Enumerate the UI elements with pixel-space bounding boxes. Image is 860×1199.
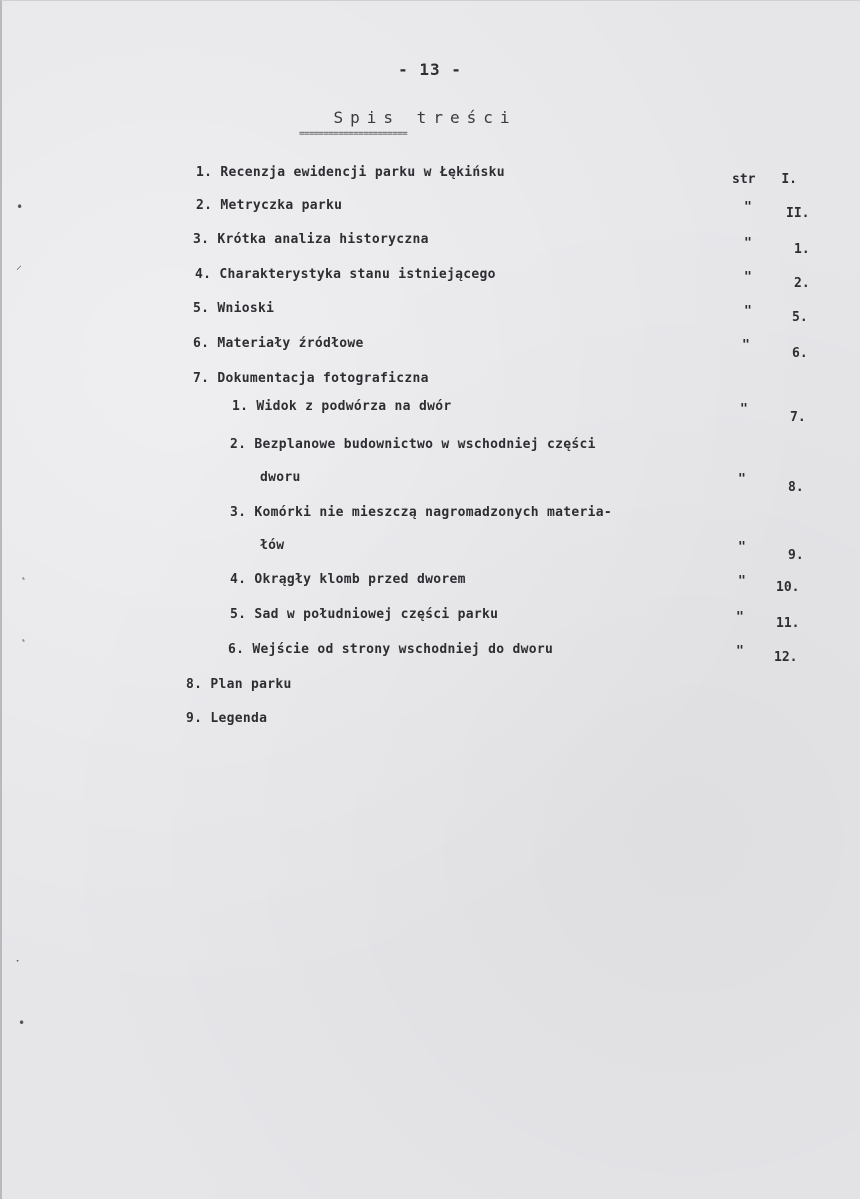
margin-mark: ˛ <box>20 628 28 642</box>
page-ref <box>732 172 797 187</box>
entry-title: Charakterystyka stanu istniejącego <box>219 267 496 282</box>
title-underline: ====================== <box>299 129 408 139</box>
entry-number: 2. <box>230 437 247 452</box>
toc-subentry <box>230 437 596 452</box>
ref-page: 5. <box>792 310 808 325</box>
ditto-mark: " <box>744 200 752 215</box>
toc-subentry <box>230 505 612 520</box>
entry-title: Wnioski <box>217 301 275 316</box>
entry-number: 4. <box>230 572 247 587</box>
ditto-mark: " <box>738 472 746 487</box>
toc-entry <box>196 198 342 213</box>
entry-number: 4. <box>195 267 212 282</box>
entry-title: Krótka analiza historyczna <box>217 232 429 247</box>
ditto-mark: " <box>738 574 746 589</box>
toc-subentry-continuation: dworu <box>260 470 301 485</box>
margin-mark: ˛ <box>20 566 28 580</box>
toc-entry <box>193 301 274 316</box>
entry-number: 7. <box>193 371 210 386</box>
entry-number: 5. <box>193 301 210 316</box>
toc-entry <box>193 371 429 386</box>
entry-number: 8. <box>186 677 203 692</box>
entry-number: 3. <box>193 232 210 247</box>
ditto-mark: " <box>744 304 752 319</box>
toc-subentry <box>230 607 498 622</box>
margin-mark: ⸝ <box>16 258 23 272</box>
entry-title: Legenda <box>210 711 268 726</box>
margin-mark: ˕ <box>14 952 22 966</box>
ref-page: 11. <box>776 616 800 631</box>
entry-number: 1. <box>232 399 249 414</box>
margin-mark: • <box>16 200 24 214</box>
ref-page: 1. <box>794 242 810 257</box>
toc-subentry-continuation: łów <box>260 538 285 553</box>
ditto-mark: " <box>744 236 752 251</box>
toc-entry <box>186 711 267 726</box>
entry-title: Widok z podwórza na dwór <box>256 399 452 414</box>
entry-title: Sad w południowej części parku <box>254 607 499 622</box>
entry-number: 6. <box>228 642 245 657</box>
entry-title: Wejście od strony wschodniej do dworu <box>252 642 554 657</box>
ref-page: I. <box>781 172 797 187</box>
ditto-mark: " <box>738 540 746 555</box>
toc-subentry <box>230 572 466 587</box>
entry-title: Plan parku <box>210 677 292 692</box>
toc-entry <box>195 267 496 282</box>
ditto-mark: " <box>744 270 752 285</box>
ref-page: 9. <box>788 548 804 563</box>
ref-page: II. <box>786 206 810 221</box>
entry-title: Komórki nie mieszczą nagromadzonych materia- <box>254 505 612 520</box>
toc-entry <box>186 677 292 692</box>
page-number: - 13 - <box>398 60 462 79</box>
ref-str: str <box>732 172 756 187</box>
entry-title: Metryczka parku <box>220 198 343 213</box>
page-title: Spis treści <box>333 108 517 127</box>
ref-page: 6. <box>792 346 808 361</box>
margin-mark: • <box>18 1016 26 1030</box>
entry-number: 2. <box>196 198 213 213</box>
entry-number: 9. <box>186 711 203 726</box>
toc-entry <box>196 165 505 180</box>
ref-page: 10. <box>776 580 800 595</box>
entry-number: 1. <box>196 165 213 180</box>
ref-page: 2. <box>794 276 810 291</box>
entry-number: 6. <box>193 336 210 351</box>
entry-title: Materiały źródłowe <box>217 336 364 351</box>
ditto-mark: " <box>742 338 750 353</box>
entry-title: Bezplanowe budownictwo w wschodniej części <box>254 437 596 452</box>
toc-subentry <box>228 642 553 657</box>
ref-page: 8. <box>788 480 804 495</box>
entry-title: Dokumentacja fotograficzna <box>217 371 429 386</box>
ditto-mark: " <box>740 402 748 417</box>
toc-subentry <box>232 399 451 414</box>
ditto-mark: " <box>736 610 744 625</box>
ref-page: 7. <box>790 410 806 425</box>
entry-title: Recenzja ewidencji parku w Łękińsku <box>220 165 505 180</box>
toc-entry <box>193 232 429 247</box>
entry-title: Okrągły klomb przed dworem <box>254 572 466 587</box>
entry-number: 3. <box>230 505 247 520</box>
ref-page: 12. <box>774 650 798 665</box>
ditto-mark: " <box>736 644 744 659</box>
toc-entry <box>193 336 364 351</box>
entry-number: 5. <box>230 607 247 622</box>
